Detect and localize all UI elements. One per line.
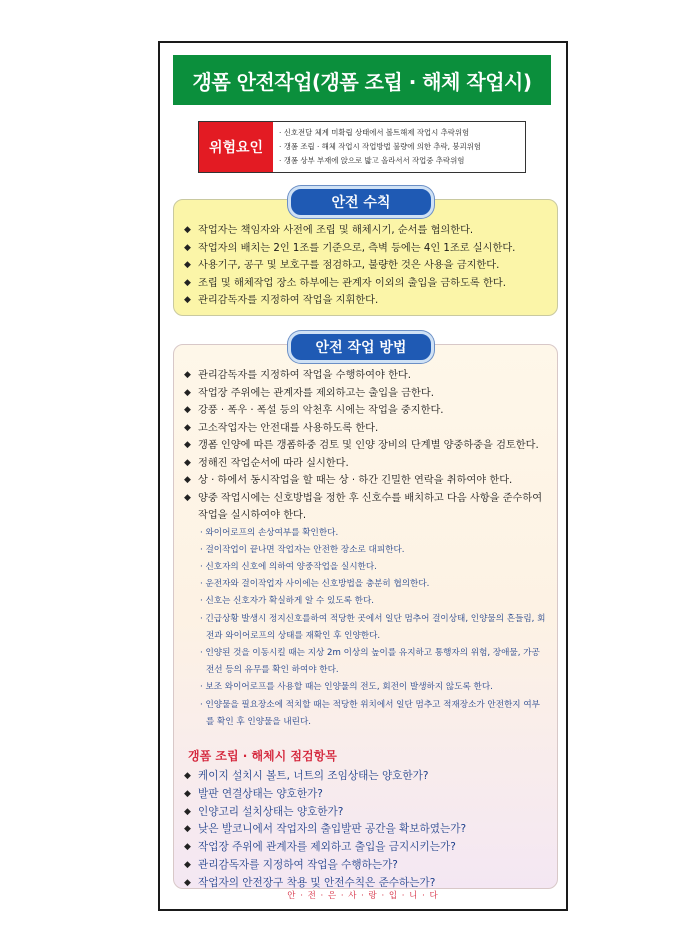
method-item	[184, 402, 547, 420]
checklist-text: 관리감독자를 지정하여 작업을 수행하는가?	[198, 858, 398, 871]
method-item	[184, 420, 547, 438]
hazard-label: 위험요인	[199, 122, 273, 172]
method-text: 작업장 주위에는 관계자를 제외하고는 출입을 금한다.	[198, 387, 434, 399]
method-item	[184, 472, 547, 490]
rule-item	[184, 257, 547, 275]
diamond-bullet-icon: ◆	[184, 295, 191, 305]
checklist-item	[184, 839, 547, 857]
method-item	[184, 490, 547, 525]
method-text: 갱폼 인양에 따른 갱폼하중 검토 및 인양 장비의 단계별 양중하중을 검토한다.	[198, 440, 539, 451]
method-text: 강풍 · 폭우 · 폭설 등의 악천후 시에는 작업을 중지한다.	[198, 405, 444, 416]
diamond-bullet-icon: ◆	[184, 370, 191, 380]
checklist-item	[184, 804, 547, 822]
diamond-bullet-icon: ◆	[184, 260, 191, 270]
diamond-bullet-icon: ◆	[184, 806, 191, 817]
diamond-bullet-icon: ◆	[184, 405, 191, 415]
checklist-item	[184, 857, 547, 875]
rule-item	[184, 292, 547, 310]
method-text: 상 · 하에서 동시작업을 할 때는 상 · 하간 긴밀한 연락을 취하여야 한다.	[198, 475, 513, 486]
rule-item	[184, 275, 547, 293]
rule-text: 조립 및 해체작업 장소 하부에는 관계자 이외의 출입을 금하도록 한다.	[198, 277, 506, 289]
diamond-bullet-icon: ◆	[184, 877, 191, 888]
footer-slogan: 안 · 전 · 은 · 사 · 랑 · 입 · 니 · 다	[287, 891, 439, 901]
poster-frame	[158, 41, 568, 911]
method-item	[184, 367, 547, 385]
diamond-bullet-icon: ◆	[184, 440, 191, 450]
checklist-text: 발판 연결상태는 양호한가?	[198, 787, 323, 800]
checklist-item	[184, 786, 547, 804]
diamond-bullet-icon: ◆	[184, 842, 191, 853]
method-sub-item: · 긴급상황 발생시 정지신호를하여 적당한 곳에서 일단 멈추어 걸이상태, 인양물의 흔들림, 회전과 와이어로프의 상태를 재확인 후 인양한다.	[200, 613, 546, 641]
diamond-bullet-icon: ◆	[184, 859, 191, 870]
checklist-item	[184, 821, 547, 839]
method-sub-item: · 보조 와이어로프를 사용할 때는 인양물의 전도, 회전이 발생하지 않도록 한다.	[200, 682, 493, 693]
diamond-bullet-icon: ◆	[184, 277, 191, 288]
diamond-bullet-icon: ◆	[184, 225, 191, 235]
rule-item	[184, 222, 547, 240]
checklist-heading: 갱폼 조립 · 해체시 점검항목	[188, 748, 337, 763]
checklist-text: 작업장 주위에 관계자를 제외하고 출입을 금지시키는가?	[198, 841, 456, 854]
method-sub-item: · 걸이작업이 끝나면 작업자는 안전한 장소로 대피한다.	[200, 544, 405, 555]
method-sub-item: · 인양된 것을 이동시킬 때는 지상 2m 이상의 높이를 유지하고 통행자의 위험, 장애물, 가공전선 등의 유무를 확인 하여야 한다.	[200, 647, 540, 676]
checklist-text: 작업자의 안전장구 착용 및 안전수칙은 준수하는가?	[198, 876, 436, 889]
method-sub-item: · 운전자와 걸이작업자 사이에는 신호방법을 충분히 협의한다.	[200, 579, 430, 590]
rule-text: 작업자는 책임자와 사전에 조립 및 해체시기, 순서를 협의한다.	[198, 225, 474, 236]
diamond-bullet-icon: ◆	[184, 824, 191, 835]
method-text: 양중 작업시에는 신호방법을 정한 후 신호수를 배치하고 다음 사항을 준수하여 작업을 실시하여야 한다.	[198, 492, 543, 521]
checklist-text: 인양고리 설치상태는 양호한가?	[198, 805, 344, 818]
diamond-bullet-icon: ◆	[184, 457, 191, 468]
diamond-bullet-icon: ◆	[184, 422, 191, 433]
method-item	[184, 437, 547, 455]
method-sub-item: · 와이어로프의 손상여부를 확인한다.	[200, 527, 339, 538]
diamond-bullet-icon: ◆	[184, 492, 191, 503]
diamond-bullet-icon: ◆	[184, 242, 191, 253]
checklist-text: 낮은 발코니에서 작업자의 출입발판 공간을 확보하였는가?	[198, 823, 467, 836]
methods-box	[173, 344, 558, 889]
rule-text: 관리감독자를 지정하여 작업을 지휘한다.	[198, 295, 379, 306]
method-item	[184, 385, 547, 403]
method-item	[184, 455, 547, 473]
checklist-item	[184, 768, 547, 786]
diamond-bullet-icon: ◆	[184, 788, 191, 799]
safety-rules-heading: 안전 수칙	[288, 186, 434, 218]
rule-text: 사용기구, 공구 및 보호구를 점검하고, 불량한 것은 사용을 금지한다.	[198, 260, 500, 271]
methods-heading: 안전 작업 방법	[288, 331, 434, 363]
hazard-list	[273, 122, 525, 172]
method-sub-item: · 신호는 신호자가 확실하게 알 수 있도록 한다.	[200, 596, 375, 607]
method-text: 고소작업자는 안전대를 사용하도록 한다.	[198, 422, 379, 434]
method-sub-item: · 신호자의 신호에 의하여 양중작업을 실시한다.	[200, 561, 377, 572]
rule-item	[184, 240, 547, 258]
method-text: 관리감독자를 지정하여 작업을 수행하여야 한다.	[198, 370, 412, 381]
method-sub-item: · 인양물을 필요장소에 적치할 때는 적당한 위치에서 일단 멈추고 적재장소가 안전한지 여부를 확인 후 인양물을 내린다.	[200, 699, 540, 727]
checklist-text: 케이지 설치시 볼트, 너트의 조임상태는 양호한가?	[198, 769, 429, 782]
hazard-box	[198, 121, 526, 173]
diamond-bullet-icon: ◆	[184, 475, 191, 485]
rule-text: 작업자의 배치는 2인 1조를 기준으로, 측벽 등에는 4인 1조로 실시한다.	[198, 242, 516, 254]
method-text: 정해진 작업순서에 따라 실시한다.	[198, 457, 349, 469]
diamond-bullet-icon: ◆	[184, 770, 191, 781]
hazard-item: · 갱폼 조립 · 해체 작업시 작업방법 불량에 의한 추락, 붕괴위험	[279, 142, 481, 151]
hazard-item: · 신호전달 체계 미확립 상태에서 볼트해제 작업시 추락위험	[279, 128, 470, 137]
diamond-bullet-icon: ◆	[184, 387, 191, 398]
poster-title: 갱폼 안전작업(갱폼 조립 · 해체 작업시)	[173, 55, 551, 105]
hazard-item: · 갱폼 상부 부재에 앉으로 밟고 올라서서 작업중 추락위험	[279, 156, 465, 165]
